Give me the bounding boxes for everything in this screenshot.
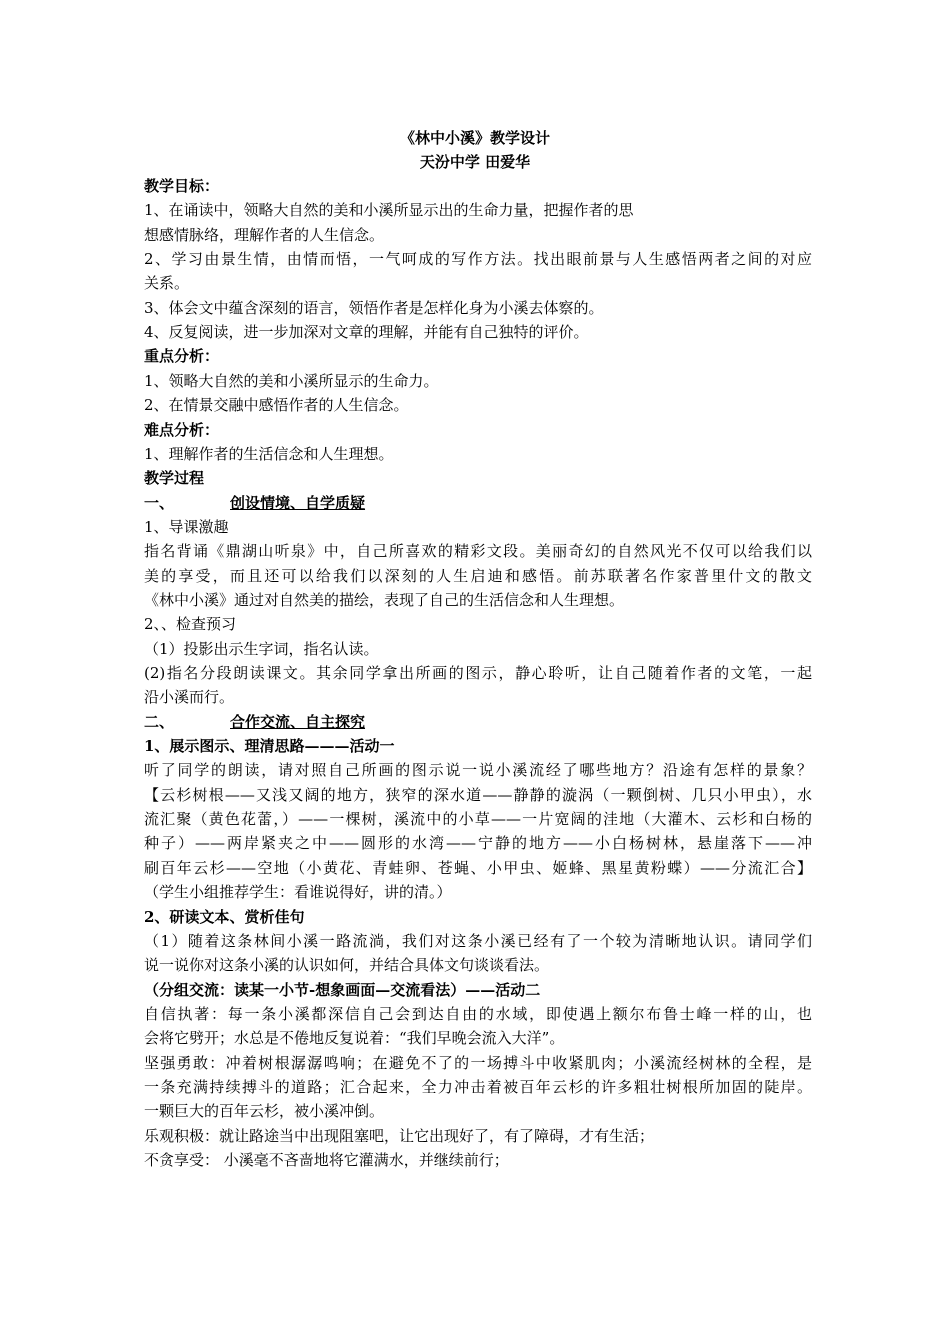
text-line: 说一说你对这条小溪的认识如何，并结合具体文句谈谈看法。 [144,956,550,975]
section-heading [144,710,812,734]
text-line: 4、反复阅读，进一步加深对文章的理解，并能有自己独特的评价。 [144,323,589,342]
text-line: 坚强勇敢：冲着树根潺潺鸣响；在避免不了的一场搏斗中收紧肌肉；小溪流经树林的全程，是 [144,1053,812,1072]
subheading-line: 教学过程 [144,469,205,488]
text-line: （学生小组推荐学生：看谁说得好，讲的清。） [144,883,452,902]
text-line: 1、导课激趣 [144,517,229,536]
subheading-line: 1、展示图示、理清思路———活动一 [144,737,395,756]
text-line: 2、在情景交融中感悟作者的人生信念。 [144,396,409,415]
text-line: 1、领略大自然的美和小溪所显示的生命力。 [144,371,439,390]
text-line: 听了同学的朗读，请对照自己所画的图示说一说小溪流经了哪些地方？沿途有怎样的景象？ [144,761,812,780]
text-line: （1）投影出示生字词，指名认读。 [144,639,379,658]
section-heading-text: 合作交流、自主探究 [230,712,366,731]
text-line: 3、体会文中蕴含深刻的语言，领悟作者是怎样化身为小溪去体察的。 [144,298,604,317]
text-line: 《林中小溪》通过对自然美的描绘，表现了自己的生活信念和人生理想。 [144,590,625,609]
text-line: 自信执著：每一条小溪都深信自己会到达自由的水域，即使遇上额尔布鲁士峰一样的山，也 [144,1004,812,1023]
text-line: (2)指名分段朗读课文。其余同学拿出所画的图示，静心聆听，让自己随着作者的文笔，一起 [144,664,812,682]
text-line: 【云杉树根——又浅又阔的地方，狭窄的深水道——静静的漩涡（一颗倒树、几只小甲虫），水 [144,785,812,804]
text-line: 流汇聚（黄色花蕾，）——一棵树，溪流中的小草——一片宽阔的洼地（大灌木、云杉和白杨的 [144,810,812,829]
text-line: 指名背诵《鼎湖山听泉》中，自己所喜欢的精彩文段。美丽奇幻的自然风光不仅可以给我们以 [144,542,812,561]
text-line: （1）随着这条林间小溪一路流淌，我们对这条小溪已经有了一个较为清晰地认识。请同学们 [144,931,812,950]
section-number: 一、 [144,493,175,512]
subheading-line: 2、研读文本、赏析佳句 [144,907,305,926]
subheading-line: 教学目标： [144,177,220,195]
text-line: 一条充满持续搏斗的道路；汇合起来，全力冲击着被百年云杉的许多粗壮树根所加固的陡岸。 [144,1077,812,1096]
text-line: 会将它劈开；水总是不倦地反复说着：“我们早晚会流入大洋”。 [144,1029,565,1048]
subheading-line: 难点分析： [144,420,220,439]
document-title: 《林中小溪》教学设计 [399,129,550,147]
text-line: 不贪享受： 小溪毫不吝啬地将它灌满水，并继续前行； [144,1151,509,1169]
text-line: 2、、检查预习 [144,615,237,634]
text-line: 关系。 [144,274,190,293]
text-line: 乐观积极：就让路途当中出现阻塞吧，让它出现好了，有了障碍，才有生活； [144,1126,655,1145]
text-line: 1、理解作者的生活信念和人生理想。 [144,444,394,463]
subheading-line: 重点分析： [144,347,220,366]
text-line: 1、在诵读中，领略大自然的美和小溪所显示出的生命力量，把握作者的思 [144,201,634,220]
text-line: 刷百年云杉——空地（小黄花、青蛙卵、苍蝇、小甲虫、姬蜂、黑星黄粉蝶）——分流汇合】 [144,858,812,877]
section-number: 二、 [144,712,175,731]
section-heading [144,491,812,515]
text-line: 2、学习由景生情，由情而悟，一气呵成的写作方法。找出眼前景与人生感悟两者之间的对应 [144,250,812,269]
text-line: 沿小溪而行。 [144,688,235,707]
subheading-line: （分组交流：读某一小节-想象画面—交流看法）——活动二 [144,980,541,999]
text-line: 想感情脉络，理解作者的人生信念。 [144,225,385,244]
section-heading-text: 创设情境、自学质疑 [230,493,366,512]
text-line: 一颗巨大的百年云杉，被小溪冲倒。 [144,1102,385,1121]
text-line: 种子）——两岸紧夹之中——圆形的水湾——宁静的地方——小白杨树林，悬崖落下——冲 [144,834,812,853]
text-line: 美的享受，而且还可以给我们以深刻的人生启迪和感悟。前苏联著名作家普里什文的散文 [144,566,812,585]
author-line: 天汾中学 田爱华 [419,153,531,171]
